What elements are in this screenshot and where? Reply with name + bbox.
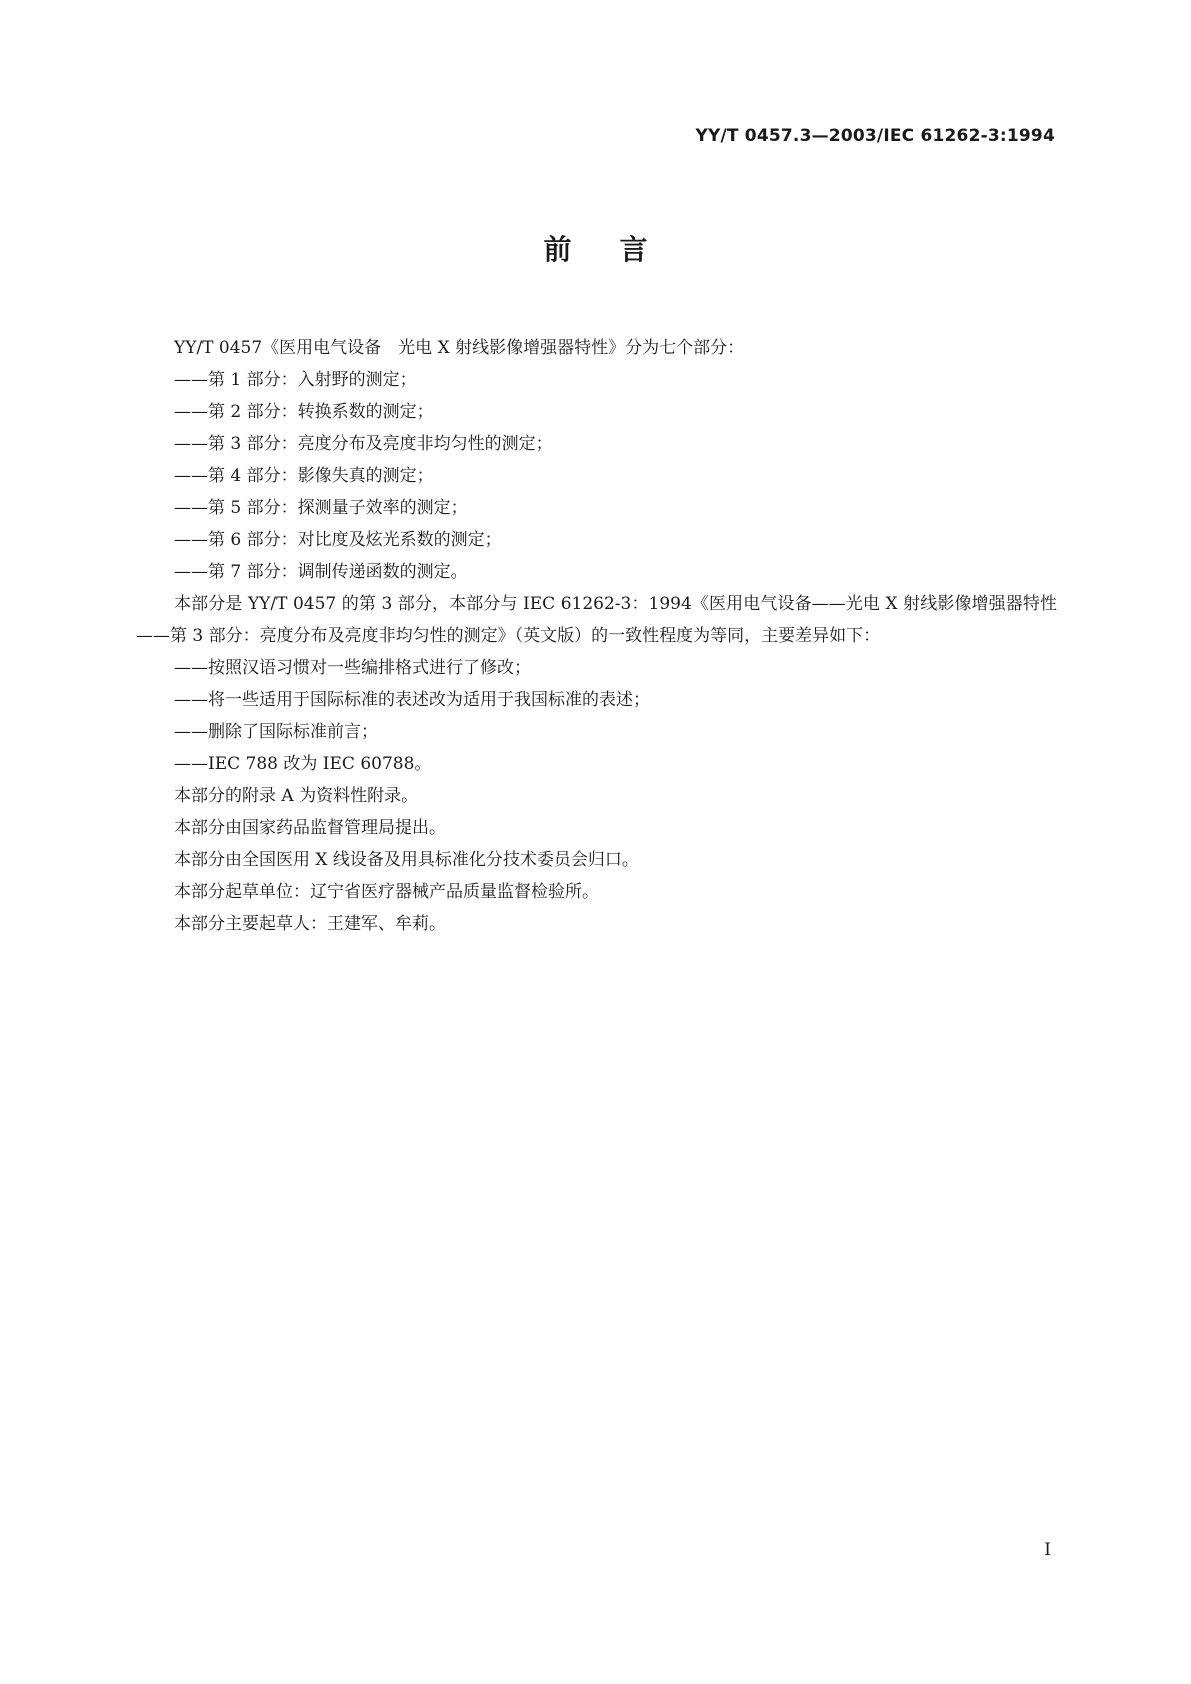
list-item: ——第 6 部分：对比度及炫光系数的测定； <box>174 530 502 550</box>
list-item: ——按照汉语习惯对一些编排格式进行了修改； <box>174 658 531 678</box>
list-item: ——将一些适用于国际标准的表述改为适用于我国标准的表述； <box>174 690 650 710</box>
drafters-statement: 本部分主要起草人：王建军、牟莉。 <box>174 914 446 934</box>
differences-list <box>136 652 1057 780</box>
page-title: 前言 <box>543 233 696 266</box>
list-item: ——IEC 788 改为 IEC 60788。 <box>174 754 432 774</box>
list-item: ——第 2 部分：转换系数的测定； <box>174 402 434 422</box>
list-item: ——删除了国际标准前言； <box>174 722 378 742</box>
proposer-statement: 本部分由国家药品监督管理局提出。 <box>174 818 446 838</box>
list-item: ——第 7 部分：调制传递函数的测定。 <box>174 562 468 582</box>
foreword-body <box>136 332 1057 940</box>
list-item: ——第 1 部分：入射野的测定； <box>174 370 417 390</box>
closing-statements <box>136 780 1057 940</box>
standard-code: YY/T 0457.3—2003/IEC 61262-3:1994 <box>695 126 1055 146</box>
list-item: ——第 4 部分：影像失真的测定； <box>174 466 434 486</box>
equivalence-paragraph: 本部分是 YY/T 0457 的第 3 部分，本部分与 IEC 61262-3：1994《医用电气设备——光电 X 射线影像增强器特性——第 3 部分：亮度分布及亮度非均匀性的测定》（英文版）的一致性程度为等同，主要差异如下： <box>136 594 1057 646</box>
annex-statement: 本部分的附录 A 为资料性附录。 <box>174 786 419 806</box>
list-item: ——第 3 部分：亮度分布及亮度非均匀性的测定； <box>174 434 553 454</box>
list-item: ——第 5 部分：探测量子效率的测定； <box>174 498 468 518</box>
drafting-unit-statement: 本部分起草单位：辽宁省医疗器械产品质量监督检验所。 <box>174 882 599 902</box>
committee-statement: 本部分由全国医用 X 线设备及用具标准化分技术委员会归口。 <box>174 850 639 870</box>
page-number: I <box>1044 1540 1051 1560</box>
parts-list <box>136 364 1057 588</box>
intro-paragraph: YY/T 0457《医用电气设备 光电 X 射线影像增强器特性》分为七个部分： <box>174 338 745 358</box>
